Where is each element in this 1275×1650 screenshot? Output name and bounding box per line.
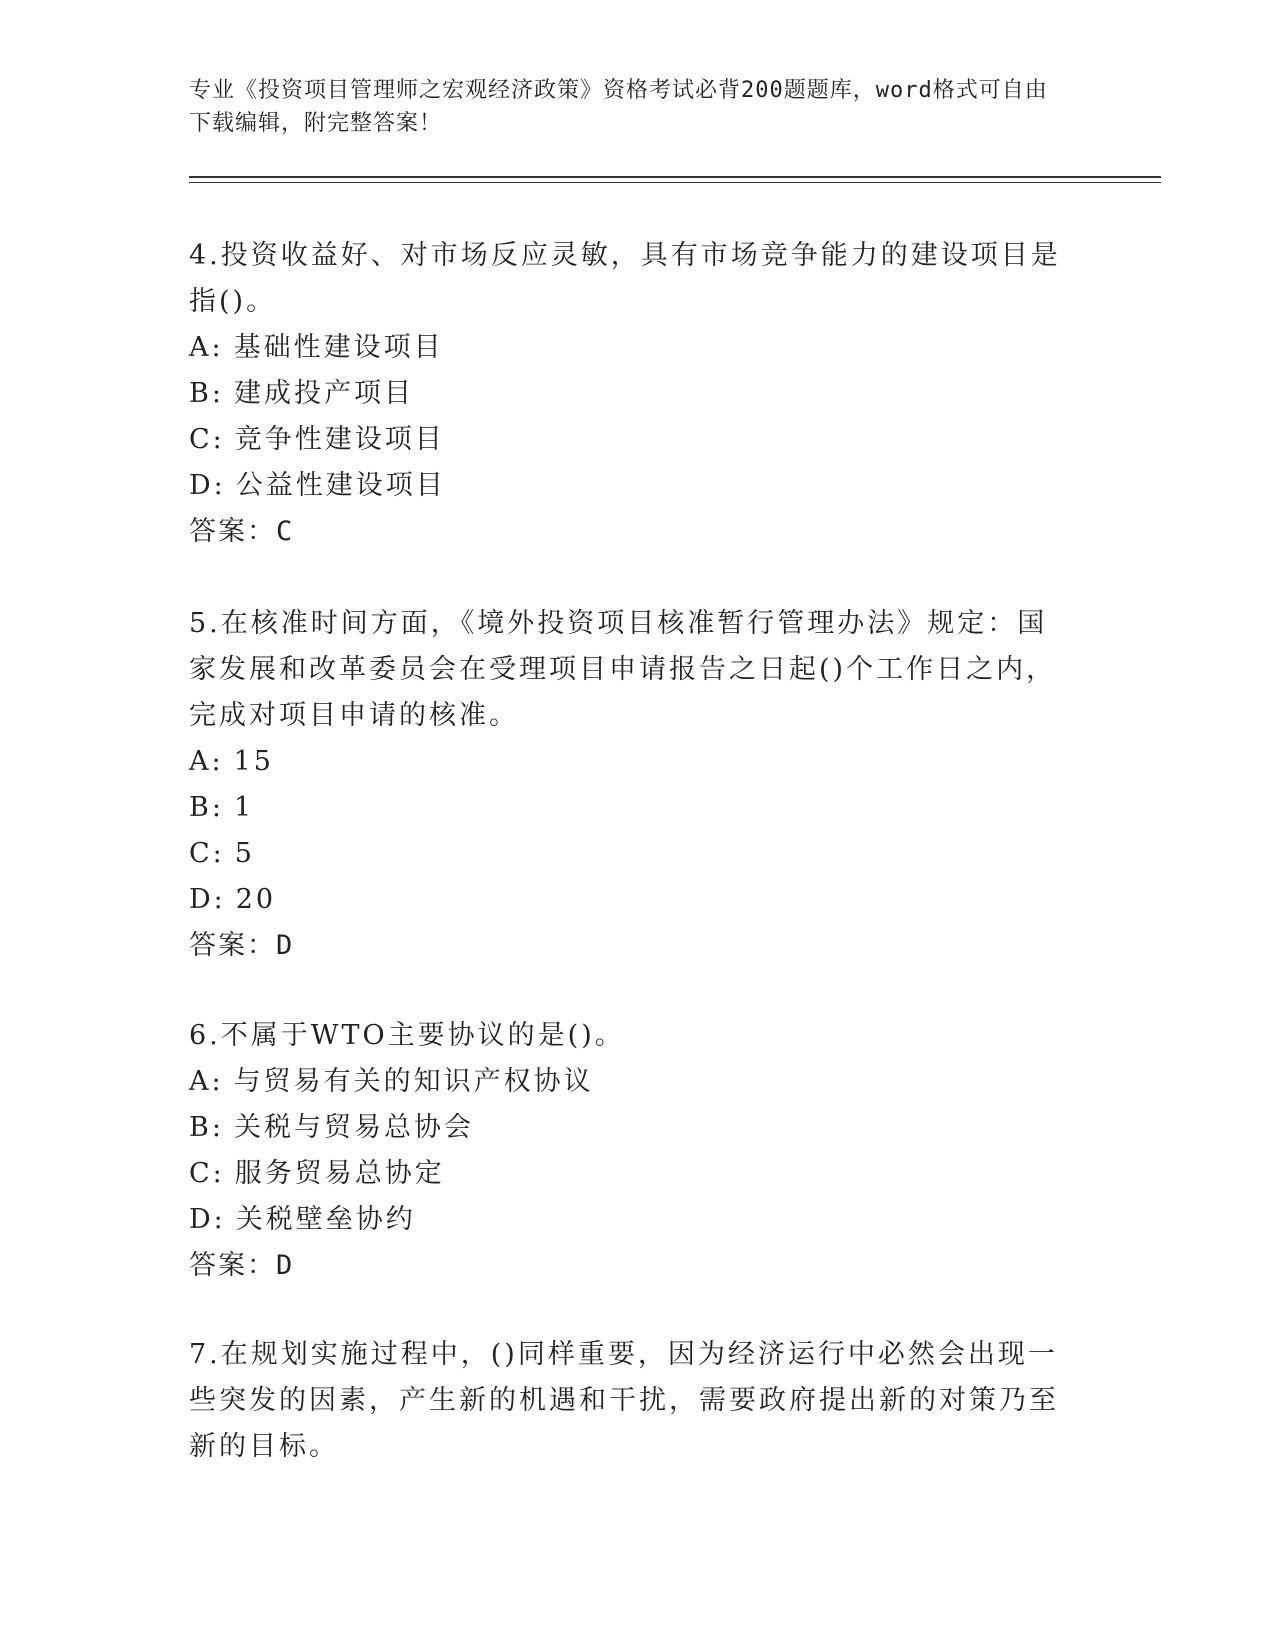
option-key: C: <box>189 424 225 455</box>
option-a <box>189 325 1069 371</box>
option-c <box>189 417 1069 463</box>
option-text: 公益性建设项目 <box>235 470 446 501</box>
header-divider <box>189 176 1161 178</box>
option-text: 1 <box>233 792 255 823</box>
question-4 <box>189 233 1069 555</box>
option-text: 与贸易有关的知识产权协议 <box>233 1066 594 1097</box>
option-a <box>189 739 1069 785</box>
answer-line <box>189 923 1069 969</box>
option-text: 15 <box>233 746 274 777</box>
answer-value: C <box>276 516 295 547</box>
option-b <box>189 1105 1069 1151</box>
question-7 <box>189 1332 1069 1470</box>
header-divider-thin <box>189 182 1161 183</box>
option-key: B: <box>189 378 224 409</box>
option-key: A: <box>189 746 224 777</box>
option-d <box>189 1197 1069 1243</box>
option-text: 关税与贸易总协会 <box>233 1112 474 1143</box>
option-d <box>189 877 1069 923</box>
answer-label: 答案： <box>189 1250 276 1281</box>
option-text: 服务贸易总协定 <box>234 1158 445 1189</box>
option-key: A: <box>189 1066 224 1097</box>
answer-line <box>189 509 1069 555</box>
document-header: 专业《投资项目管理师之宏观经济政策》资格考试必背200题题库，word格式可自由下载编辑，附完整答案！ <box>189 78 1048 136</box>
option-key: C: <box>189 1158 225 1189</box>
answer-line <box>189 1243 1069 1289</box>
option-key: D: <box>189 1204 226 1235</box>
option-key: D: <box>189 470 226 501</box>
option-c <box>189 1151 1069 1197</box>
option-key: B: <box>189 792 224 823</box>
option-text: 建成投产项目 <box>233 378 414 409</box>
answer-label: 答案： <box>189 516 276 547</box>
question-6 <box>189 1013 1069 1289</box>
option-text: 基础性建设项目 <box>233 332 444 363</box>
question-stem: 4.投资收益好、对市场反应灵敏，具有市场竞争能力的建设项目是指()。 <box>189 240 1061 317</box>
answer-label: 答案： <box>189 930 276 961</box>
question-stem: 6.不属于WTO主要协议的是()。 <box>189 1020 625 1051</box>
question-stem: 5.在核准时间方面，《境外投资项目核准暂行管理办法》规定：国家发展和改革委员会在受理项目申请报告之日起()个工作日之内，完成对项目申请的核准。 <box>189 608 1057 731</box>
option-b <box>189 785 1069 831</box>
option-text: 5 <box>234 838 255 869</box>
option-a <box>189 1059 1069 1105</box>
option-text: 关税壁垒协约 <box>235 1204 416 1235</box>
option-c <box>189 831 1069 877</box>
option-key: A: <box>189 332 224 363</box>
option-text: 20 <box>235 884 277 915</box>
option-d <box>189 463 1069 509</box>
option-key: D: <box>189 884 226 915</box>
question-stem: 7.在规划实施过程中，()同样重要，因为经济运行中必然会出现一些突发的因素，产生新的机遇和干扰，需要政府提出新的对策乃至新的目标。 <box>189 1339 1059 1462</box>
option-text: 竞争性建设项目 <box>234 424 445 455</box>
question-5 <box>189 601 1069 969</box>
option-key: C: <box>189 838 225 869</box>
option-b <box>189 371 1069 417</box>
answer-value: D <box>276 930 295 961</box>
answer-value: D <box>276 1250 295 1281</box>
option-key: B: <box>189 1112 224 1143</box>
